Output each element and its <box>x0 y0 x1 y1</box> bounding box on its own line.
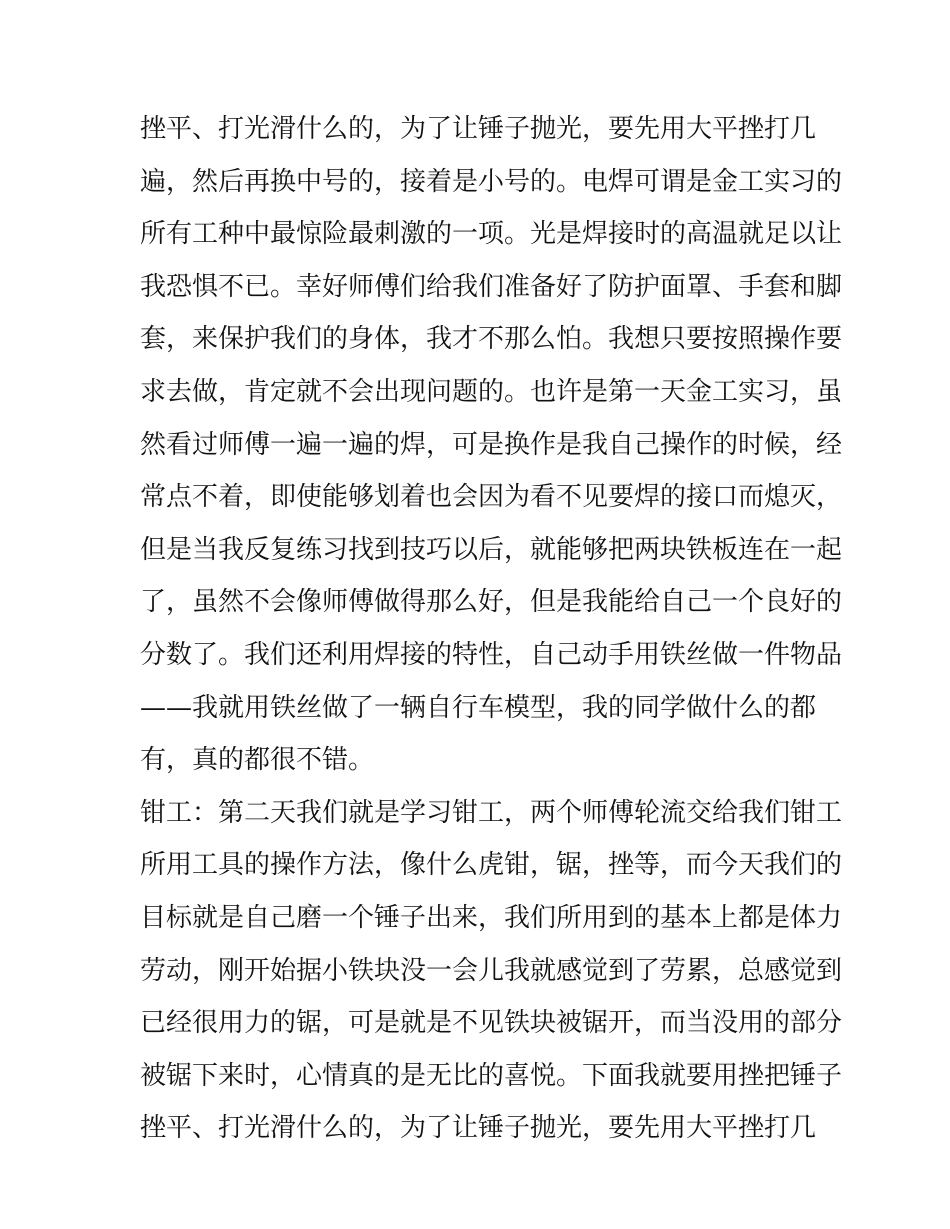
text-line: 挫平、打光滑什么的，为了让锤子抛光，要先用大平挫打几 <box>140 1113 817 1144</box>
text-line: 所有工种中最惊险最刺激的一项。光是焊接时的高温就足以让 <box>140 219 843 250</box>
text-line: 分数了。我们还利用焊接的特性，自己动手用铁丝做一件物品 <box>140 639 843 670</box>
text-line: 钳工：第二天我们就是学习钳工，两个师傅轮流交给我们钳工 <box>140 797 843 828</box>
text-line: 然看过师傅一遍一遍的焊，可是换作是我自己操作的时候，经 <box>140 429 843 460</box>
text-line: 劳动，刚开始据小铁块没一会儿我就感觉到了劳累，总感觉到 <box>140 955 843 986</box>
text-line: ——我就用铁丝做了一辆自行车模型，我的同学做什么的都 <box>140 692 817 723</box>
text-line: 求去做，肯定就不会出现问题的。也许是第一天金工实习，虽 <box>140 376 843 407</box>
text-line: 套，来保护我们的身体，我才不那么怕。我想只要按照操作要 <box>140 324 843 355</box>
text-line: 所用工具的操作方法，像什么虎钳，锯，挫等，而今天我们的 <box>140 850 843 881</box>
text-line: 遍，然后再换中号的，接着是小号的。电焊可谓是金工实习的 <box>140 166 843 197</box>
text-line: 已经很用力的锯，可是就是不见铁块被锯开，而当没用的部分 <box>140 1008 843 1039</box>
text-line: 被锯下来时，心情真的是无比的喜悦。下面我就要用挫把锤子 <box>140 1060 843 1091</box>
text-line: 挫平、打光滑什么的，为了让锤子抛光，要先用大平挫打几 <box>140 114 817 144</box>
text-line: 但是当我反复练习找到技巧以后，就能够把两块铁板连在一起 <box>140 534 843 565</box>
text-line: 我恐惧不已。幸好师傅们给我们准备好了防护面罩、手套和脚 <box>140 271 843 302</box>
text-line: 有，真的都很不错。 <box>140 745 375 776</box>
text-line: 常点不着，即使能够划着也会因为看不见要焊的接口而熄灭， <box>140 482 843 513</box>
text-line: 目标就是自己磨一个锤子出来，我们所用到的基本上都是体力 <box>140 902 843 933</box>
text-line: 了，虽然不会像师傅做得那么好，但是我能给自己一个良好的 <box>140 587 843 618</box>
body-text <box>140 103 843 1155</box>
